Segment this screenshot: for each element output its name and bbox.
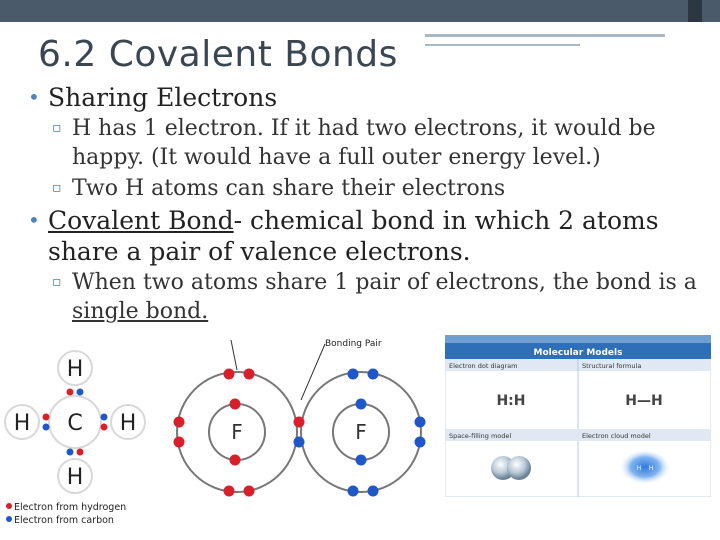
cloud-label: H H bbox=[636, 465, 654, 472]
atom-f-left: F bbox=[231, 420, 243, 444]
single-bond-term: single bond. bbox=[72, 299, 209, 324]
dot-formula: H:H bbox=[496, 393, 526, 409]
sub-bullet-h-electron bbox=[52, 114, 656, 172]
models-col-cloud: Electron cloud model bbox=[582, 432, 651, 440]
sub-bullet-marker: ▫ bbox=[52, 120, 62, 136]
structural-formula: H—H bbox=[625, 393, 663, 409]
top-bar bbox=[0, 0, 720, 22]
bullet-dot: • bbox=[28, 85, 40, 109]
sub-bullet-single-bond bbox=[52, 268, 697, 326]
legend-hydrogen: Electron from hydrogen bbox=[14, 502, 127, 513]
methane-diagram bbox=[0, 340, 160, 530]
legend-carbon: Electron from carbon bbox=[14, 515, 114, 526]
atom-h-bottom: H bbox=[66, 465, 84, 490]
bullet-covalent-bond bbox=[28, 205, 659, 267]
bullet-text: Sharing Electrons bbox=[48, 83, 278, 112]
models-col-structural: Structural formula bbox=[582, 362, 642, 370]
covalent-bond-definition: - chemical bond in which 2 atoms bbox=[233, 206, 659, 235]
fluorine-diagram bbox=[165, 336, 437, 504]
sub-bullet-line: happy. (It would have a full outer energy level.) bbox=[72, 145, 601, 170]
covalent-bond-term: Covalent Bond bbox=[48, 206, 234, 235]
space-filling-atom bbox=[507, 456, 531, 480]
atom-h-left: H bbox=[13, 411, 31, 436]
models-col-dot: Electron dot diagram bbox=[449, 362, 518, 370]
top-bar-accent bbox=[688, 0, 702, 22]
atom-c-center: C bbox=[67, 411, 83, 436]
atom-h-top: H bbox=[66, 357, 84, 382]
covalent-bond-definition-line2: share a pair of valence electrons. bbox=[48, 237, 471, 266]
models-header: Molecular Models bbox=[533, 348, 623, 358]
atom-f-right: F bbox=[355, 420, 367, 444]
sub-bullet-marker: ▫ bbox=[52, 274, 62, 290]
sub-bullet-text: Two H atoms can share their electrons bbox=[72, 176, 506, 201]
sub-bullet-two-h bbox=[52, 174, 506, 203]
molecular-models-table bbox=[445, 335, 711, 497]
bullet-sharing-electrons bbox=[28, 82, 278, 113]
slide-title: 6.2 Covalent Bonds bbox=[38, 34, 398, 75]
legend-blue-dot bbox=[6, 516, 12, 522]
bonding-pair-label: Bonding Pair bbox=[325, 339, 382, 349]
legend-red-dot bbox=[6, 503, 12, 509]
sub-bullet-line: When two atoms share 1 pair of electrons, the bond is a bbox=[72, 270, 697, 295]
sub-bullet-marker: ▫ bbox=[52, 180, 62, 196]
sub-bullet-line: H has 1 electron. If it had two electrons, it would be bbox=[72, 116, 656, 141]
atom-h-right: H bbox=[119, 411, 137, 436]
title-rule bbox=[425, 34, 665, 37]
title-rule-2 bbox=[425, 44, 580, 46]
bullet-dot: • bbox=[28, 208, 40, 232]
models-col-space-filling: Space-filling model bbox=[449, 432, 512, 440]
